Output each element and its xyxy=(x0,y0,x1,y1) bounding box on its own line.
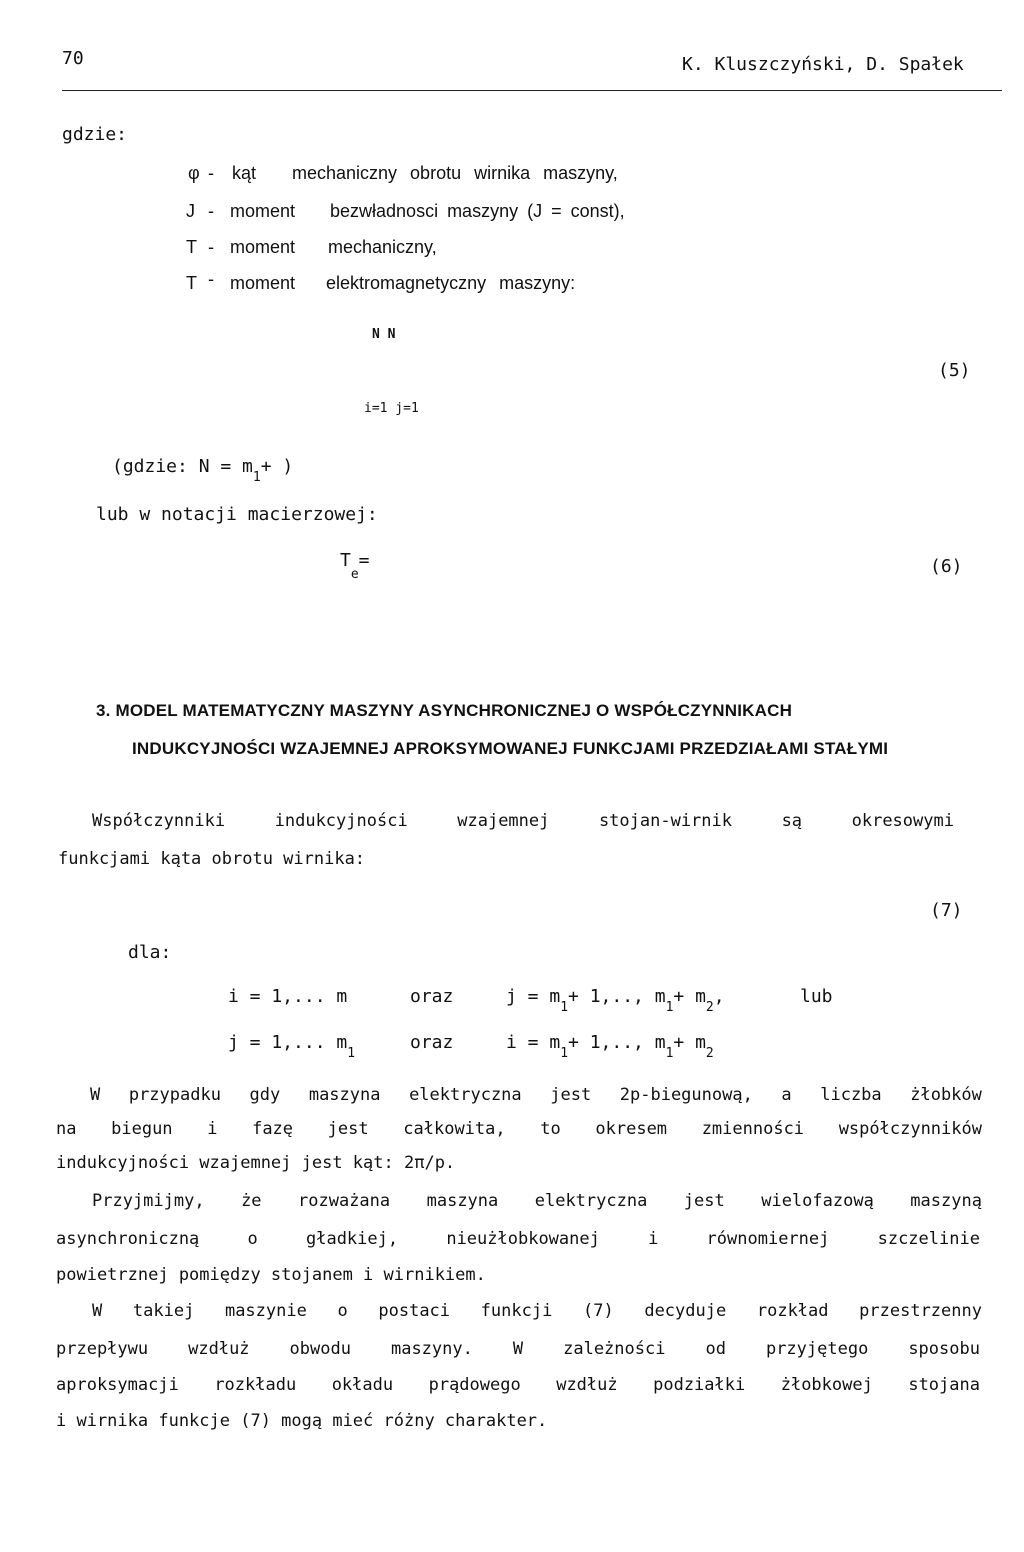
paragraph-line: asynchroniczną o gładkiej, nieużłobkowanej i równomiernej szczelinie xyxy=(56,1229,980,1249)
section-title: 3. MODEL MATEMATYCZNY MASZYNY ASYNCHRONICZNEJ O WSPÓŁCZYNNIKACH xyxy=(96,701,793,720)
paragraph-line: i wirnika funkcje (7) mogą mieć różny charakter. xyxy=(56,1411,548,1431)
paragraph-line: Przyjmijmy, że rozważana maszyna elektryczna jest wielofazową maszyną xyxy=(92,1191,982,1211)
paragraph-line: powietrznej pomiędzy stojanem i wirnikiem. xyxy=(56,1265,486,1285)
dla-label: dla: xyxy=(128,942,172,963)
matrix-notation-text: lub w notacji macierzowej: xyxy=(96,504,378,525)
paragraph-line: przepływu wzdłuż obwodu maszyny. W zależności od przyjętego sposobu xyxy=(56,1339,980,1359)
gdzie-n-definition: (gdzie: $N = m_1+$ ) xyxy=(112,456,294,485)
gdzie-label: gdzie: xyxy=(62,124,128,145)
paragraph-line: W przypadku gdy maszyna elektryczna jest 2p-biegunową, a liczba żłobków xyxy=(90,1085,982,1105)
paragraph-line: Współczynniki indukcyjności wzajemnej stojan-wirnik są okresowymi xyxy=(92,811,954,831)
paragraph-line: W takiej maszynie o postaci funkcji (7) decyduje rozkład przestrzenny xyxy=(92,1301,982,1321)
running-header-authors: K. Kluszczyński, D. Spałek xyxy=(682,54,964,75)
header-rule xyxy=(62,90,1002,91)
equation-number: (5) xyxy=(938,360,971,381)
paragraph-line: na biegun i fazę jest całkowita, to okresem zmienności współczynników xyxy=(56,1119,982,1139)
paragraph-line: funkcjami kąta obrotu wirnika: xyxy=(58,849,366,869)
sum-upper-limits: N N xyxy=(372,327,396,342)
paragraph-line: aproksymacji rozkładu okładu prądowego wzdłuż podziałki żłobkowej stojana xyxy=(56,1375,980,1395)
equation-number: (6) xyxy=(930,556,963,577)
equation-number: (7) xyxy=(930,900,963,921)
paragraph-line: indukcyjności wzajemnej jest kąt: 2π/p. xyxy=(56,1153,456,1173)
sum-lower-limits: i=1 j=1 xyxy=(364,401,419,416)
page-number: 70 xyxy=(62,48,84,69)
section-title-cont: INDUKCYJNOŚCI WZAJEMNEJ APROKSYMOWANEJ FUNKCJAMI PRZEDZIAŁAMI STAŁYMI xyxy=(132,739,889,758)
